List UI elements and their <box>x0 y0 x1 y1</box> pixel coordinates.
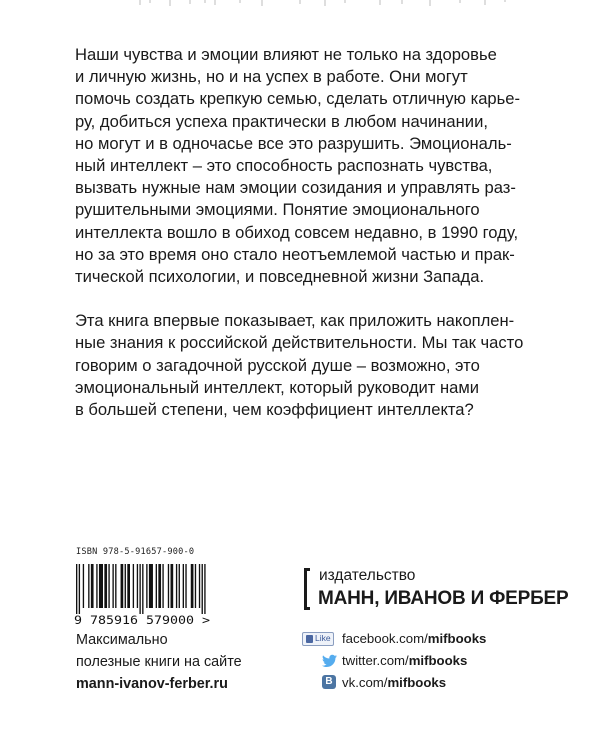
promo-block <box>76 629 242 695</box>
website-link[interactable]: mann-ivanov-ferber.ru <box>76 676 228 692</box>
text-line: ный интеллект – это способность распознать чувства, <box>75 156 493 176</box>
twitter-bird-icon <box>322 654 337 668</box>
isbn-barcode <box>70 562 220 626</box>
top-edge-texture <box>0 0 600 10</box>
description-paragraph-2 <box>75 310 545 421</box>
text-line: Наши чувства и эмоции влияют не только на здоровье <box>75 45 497 64</box>
link-handle: mifbooks <box>408 653 468 668</box>
text-line: помочь создать крепкую семью, сделать отличную карье- <box>75 89 521 109</box>
description-paragraph-1 <box>75 44 545 288</box>
barcode-digits: 9 785916 579000 > <box>74 614 211 626</box>
text-line: тической психологии, и повседневной жизни Запада. <box>75 267 485 287</box>
text-line: эмоциональный интеллект, который руководит нами <box>75 377 480 397</box>
publisher-label: издательство <box>319 567 416 584</box>
facebook-link[interactable] <box>342 631 486 646</box>
text-line: и личную жизнь, но и на успех в работе. Они могут <box>75 67 468 87</box>
text-line: но за это время оно стало неотъемлемой частью и прак- <box>75 244 515 264</box>
promo-line-1: Максимально <box>76 632 168 648</box>
link-handle: mifbooks <box>387 675 447 690</box>
link-prefix: facebook.com/ <box>342 631 428 646</box>
text-line: ру, добиться успеха практически в любом начинании, <box>75 111 488 131</box>
isbn-label: ISBN 978-5-91657-900-0 <box>76 547 195 557</box>
link-handle: mifbooks <box>427 631 487 646</box>
twitter-link[interactable] <box>342 653 467 668</box>
text-line: говорим о загадочной русской душе – возможно, это <box>75 355 480 375</box>
promo-line-2: полезные книги на сайте <box>76 654 242 670</box>
link-prefix: vk.com/ <box>342 675 388 690</box>
text-line: Эта книга впервые показывает, как приложить накоплен- <box>75 311 515 331</box>
text-line: но могут и в одночасье все это разрушить. Эмоциональ- <box>75 133 512 153</box>
text-line: в большей степени, чем коэффициент интеллекта? <box>75 400 474 420</box>
text-line: интеллекта вошло в обиход совсем недавно, в 1990 году, <box>75 222 519 242</box>
text-line: вызвать нужные нам эмоции созидания и управлять раз- <box>75 178 516 198</box>
bracket-mark <box>304 568 310 610</box>
facebook-like-icon <box>302 632 334 646</box>
text-line: ные знания к российской действительности. Мы так часто <box>75 333 524 353</box>
description-text <box>75 44 545 443</box>
like-label: Like <box>315 633 331 643</box>
vk-icon: B <box>322 675 336 689</box>
vk-link[interactable] <box>342 675 446 690</box>
publisher-name: МАНН, ИВАНОВ И ФЕРБЕР <box>318 588 569 609</box>
link-prefix: twitter.com/ <box>342 653 409 668</box>
text-line: рушительными эмоциями. Понятие эмоционального <box>75 200 480 220</box>
